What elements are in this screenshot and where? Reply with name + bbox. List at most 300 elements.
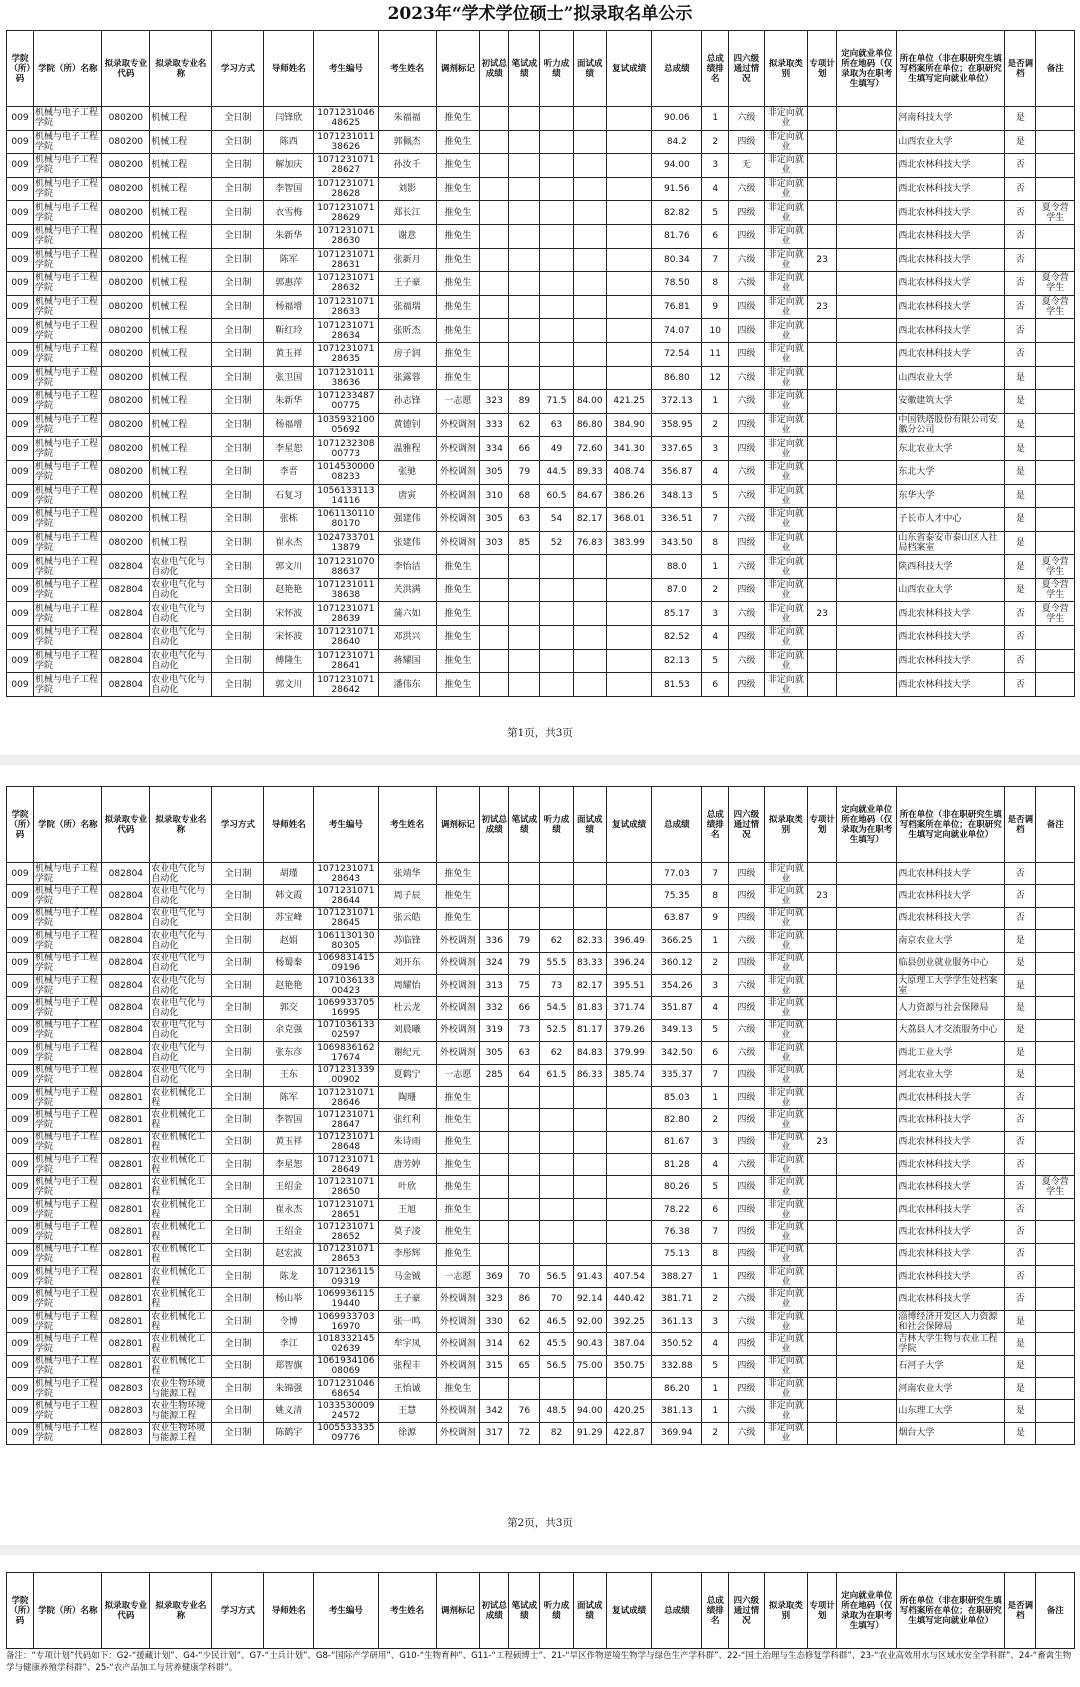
cell-unit: 安徽建筑大学 — [897, 390, 1005, 414]
cell-study-mode: 全日制 — [212, 177, 264, 201]
header-major-code: 拟录取专业代码 — [102, 787, 150, 863]
cell-adjust-flag: 推免生 — [436, 295, 480, 319]
cell-total-score: 86.80 — [652, 366, 702, 390]
cell-candidate-id: 107123107128635 — [314, 342, 378, 366]
cell-remarks — [1036, 1086, 1075, 1108]
cell-total-score: 381.13 — [652, 1400, 702, 1422]
cell-unit: 西北农林科技大学 — [897, 154, 1005, 178]
header-college-code: 学院（所）码 — [7, 1573, 34, 1649]
cell-college-name: 机械与电子工程学院 — [33, 248, 102, 272]
cell-interview-score — [573, 154, 606, 178]
cell-total-score: 77.03 — [652, 863, 702, 885]
table-row — [7, 1019, 1075, 1041]
cell-interview-score — [573, 1176, 606, 1198]
table-row — [7, 885, 1075, 907]
cell-college-name: 机械与电子工程学院 — [33, 508, 102, 532]
cell-file-transfer: 否 — [1005, 272, 1036, 296]
cell-candidate-name: 朱诗雨 — [378, 1131, 436, 1153]
cell-employer-region-code — [837, 997, 897, 1019]
cell-candidate-id: 107123107128652 — [314, 1221, 378, 1243]
cell-total-score: 78.22 — [652, 1198, 702, 1220]
cell-college-code: 009 — [7, 460, 34, 484]
cell-admission-type: 非定向就业 — [764, 1109, 808, 1131]
cell-major-name: 机械工程 — [150, 484, 212, 508]
header-cet-status: 四六级通过情况 — [729, 1573, 764, 1649]
header-unit: 所在单位（非在职研究生填写档案所在单位；在职研究生填写定向就业单位） — [897, 1573, 1005, 1649]
cell-unit: 子长市人才中心 — [897, 508, 1005, 532]
cell-candidate-id: 106993611519440 — [314, 1288, 378, 1310]
cell-unit: 南京农业大学 — [897, 930, 1005, 952]
cell-remarks — [1036, 1131, 1075, 1153]
cell-major-name: 农业机械化工程 — [150, 1176, 212, 1198]
cell-unit: 河南农业大学 — [897, 1377, 1005, 1399]
table-row — [7, 1266, 1075, 1288]
cell-candidate-name: 张露蓉 — [378, 366, 436, 390]
cell-employer-region-code — [837, 1355, 897, 1377]
cell-total-score: 388.27 — [652, 1266, 702, 1288]
cell-file-transfer: 是 — [1005, 1310, 1036, 1332]
cell-employer-region-code — [837, 484, 897, 508]
cell-cet-status: 四级 — [729, 1377, 764, 1399]
cell-adjust-flag: 推免生 — [436, 907, 480, 929]
cell-remarks — [1036, 1243, 1075, 1265]
cell-special-plan — [808, 1086, 837, 1108]
cell-college-name: 机械与电子工程学院 — [33, 1154, 102, 1176]
cell-adjust-flag: 推免生 — [436, 177, 480, 201]
cell-remarks — [1036, 1198, 1075, 1220]
cell-unit: 西北农林科技大学 — [897, 201, 1005, 225]
cell-college-code: 009 — [7, 390, 34, 414]
cell-prelim-total — [480, 319, 509, 343]
cell-employer-region-code — [837, 885, 897, 907]
table-row — [7, 952, 1075, 974]
cell-candidate-name: 潘伟东 — [378, 673, 436, 697]
cell-retest-score — [606, 578, 652, 602]
cell-college-code: 009 — [7, 1064, 34, 1086]
cell-major-code: 082804 — [102, 626, 150, 650]
cell-major-code: 082804 — [102, 1042, 150, 1064]
cell-remarks — [1036, 1064, 1075, 1086]
cell-unit: 西北农林科技大学 — [897, 907, 1005, 929]
header-adjust-flag: 调剂标记 — [436, 31, 480, 107]
cell-written-score — [509, 130, 540, 154]
cell-total-score: 75.35 — [652, 885, 702, 907]
cell-adjust-flag: 外校调剂 — [436, 1333, 480, 1355]
cell-written-score — [509, 1198, 540, 1220]
cell-total-score: 85.03 — [652, 1086, 702, 1108]
cell-major-name: 机械工程 — [150, 154, 212, 178]
header-college-name: 学院（所）名称 — [33, 31, 102, 107]
cell-written-score — [509, 1221, 540, 1243]
cell-interview-score — [573, 1221, 606, 1243]
cell-retest-score: 371.74 — [606, 997, 652, 1019]
cell-listening-score — [540, 555, 573, 579]
cell-remarks — [1036, 863, 1075, 885]
cell-candidate-id: 107123107128639 — [314, 602, 378, 626]
cell-rank: 3 — [702, 154, 729, 178]
cell-listening-score — [540, 224, 573, 248]
cell-major-name: 农业电气化与自动化 — [150, 930, 212, 952]
header-advisor: 导师姓名 — [264, 1573, 314, 1649]
cell-major-name: 机械工程 — [150, 107, 212, 131]
cell-college-name: 机械与电子工程学院 — [33, 974, 102, 996]
cell-cet-status: 四级 — [729, 224, 764, 248]
cell-major-name: 农业电气化与自动化 — [150, 952, 212, 974]
cell-candidate-name: 孙汝千 — [378, 154, 436, 178]
cell-rank: 4 — [702, 1333, 729, 1355]
header-total-score: 总成绩 — [652, 787, 702, 863]
cell-remarks — [1036, 1422, 1075, 1444]
cell-major-name: 农业电气化与自动化 — [150, 673, 212, 697]
cell-retest-score — [606, 1176, 652, 1198]
cell-major-name: 农业生物环境与能源工程 — [150, 1400, 212, 1422]
cell-cet-status: 六级 — [729, 1154, 764, 1176]
cell-cet-status: 六级 — [729, 272, 764, 296]
cell-employer-region-code — [837, 1400, 897, 1422]
cell-prelim-total: 303 — [480, 531, 509, 555]
header-written-score: 笔试成绩 — [509, 1573, 540, 1649]
cell-advisor: 李智国 — [264, 1109, 314, 1131]
cell-candidate-name: 谢纪元 — [378, 1042, 436, 1064]
cell-interview-score: 91.43 — [573, 1266, 606, 1288]
cell-cet-status: 四级 — [729, 1333, 764, 1355]
cell-admission-type: 非定向就业 — [764, 413, 808, 437]
cell-advisor: 郭交 — [264, 997, 314, 1019]
cell-admission-type: 非定向就业 — [764, 974, 808, 996]
header-listening-score: 听力成绩 — [540, 787, 573, 863]
cell-special-plan — [808, 1243, 837, 1265]
cell-college-name: 机械与电子工程学院 — [33, 366, 102, 390]
cell-college-code: 009 — [7, 1042, 34, 1064]
cell-college-name: 机械与电子工程学院 — [33, 437, 102, 461]
cell-major-name: 农业电气化与自动化 — [150, 555, 212, 579]
cell-rank: 2 — [702, 1288, 729, 1310]
cell-admission-type: 非定向就业 — [764, 107, 808, 131]
cell-listening-score — [540, 602, 573, 626]
cell-special-plan — [808, 508, 837, 532]
cell-college-code: 009 — [7, 952, 34, 974]
cell-listening-score: 48.5 — [540, 1400, 573, 1422]
cell-candidate-name: 徐源 — [378, 1422, 436, 1444]
cell-college-code: 009 — [7, 295, 34, 319]
cell-prelim-total — [480, 907, 509, 929]
cell-college-code: 009 — [7, 1086, 34, 1108]
table-row — [7, 1288, 1075, 1310]
table-row — [7, 177, 1075, 201]
cell-adjust-flag: 推免生 — [436, 1131, 480, 1153]
cell-total-score: 85.17 — [652, 602, 702, 626]
cell-prelim-total — [480, 649, 509, 673]
cell-prelim-total — [480, 295, 509, 319]
cell-admission-type: 非定向就业 — [764, 1377, 808, 1399]
cell-prelim-total — [480, 1131, 509, 1153]
cell-major-name: 农业机械化工程 — [150, 1131, 212, 1153]
cell-prelim-total: 324 — [480, 952, 509, 974]
cell-major-code: 080200 — [102, 413, 150, 437]
cell-listening-score — [540, 1086, 573, 1108]
cell-advisor: 张栋 — [264, 508, 314, 532]
cell-file-transfer: 否 — [1005, 1109, 1036, 1131]
cell-remarks — [1036, 366, 1075, 390]
admission-table-2 — [6, 786, 1075, 1445]
cell-written-score — [509, 295, 540, 319]
cell-interview-score — [573, 201, 606, 225]
cell-retest-score — [606, 1221, 652, 1243]
cell-advisor: 杨福增 — [264, 295, 314, 319]
cell-rank: 4 — [702, 1154, 729, 1176]
cell-interview-score — [573, 295, 606, 319]
cell-rank: 2 — [702, 413, 729, 437]
cell-cet-status: 六级 — [729, 460, 764, 484]
cell-major-name: 农业机械化工程 — [150, 1109, 212, 1131]
cell-rank: 9 — [702, 907, 729, 929]
table-row — [7, 390, 1075, 414]
cell-college-code: 009 — [7, 1131, 34, 1153]
cell-file-transfer: 否 — [1005, 248, 1036, 272]
header-study-mode: 学习方式 — [212, 1573, 264, 1649]
cell-adjust-flag: 外校调剂 — [436, 1355, 480, 1377]
cell-college-name: 机械与电子工程学院 — [33, 1400, 102, 1422]
header-file-transfer: 是否调档 — [1005, 787, 1036, 863]
cell-prelim-total: 315 — [480, 1355, 509, 1377]
cell-retest-score — [606, 130, 652, 154]
cell-retest-score — [606, 885, 652, 907]
cell-employer-region-code — [837, 930, 897, 952]
cell-advisor: 王绍金 — [264, 1221, 314, 1243]
cell-admission-type: 非定向就业 — [764, 1221, 808, 1243]
page-title: 2023年“学术学位硕士”拟录取名单公示 — [387, 4, 693, 24]
cell-candidate-name: 张建伟 — [378, 531, 436, 555]
cell-rank: 4 — [702, 460, 729, 484]
cell-retest-score — [606, 319, 652, 343]
cell-cet-status: 六级 — [729, 1310, 764, 1332]
cell-retest-score: 383.99 — [606, 531, 652, 555]
cell-candidate-name: 杜云龙 — [378, 997, 436, 1019]
cell-admission-type: 非定向就业 — [764, 673, 808, 697]
cell-advisor: 李智国 — [264, 177, 314, 201]
cell-prelim-total: 369 — [480, 1266, 509, 1288]
cell-listening-score — [540, 342, 573, 366]
cell-candidate-id: 101453000008233 — [314, 460, 378, 484]
cell-major-name: 机械工程 — [150, 224, 212, 248]
cell-total-score: 335.37 — [652, 1064, 702, 1086]
cell-interview-score: 84.00 — [573, 390, 606, 414]
table-row — [7, 272, 1075, 296]
cell-adjust-flag: 推免生 — [436, 649, 480, 673]
cell-study-mode: 全日制 — [212, 201, 264, 225]
cell-college-name: 机械与电子工程学院 — [33, 154, 102, 178]
cell-listening-score: 44.5 — [540, 460, 573, 484]
header-advisor: 导师姓名 — [264, 31, 314, 107]
cell-major-code: 082804 — [102, 952, 150, 974]
cell-special-plan — [808, 1064, 837, 1086]
cell-major-name: 农业电气化与自动化 — [150, 602, 212, 626]
cell-college-code: 009 — [7, 649, 34, 673]
table-row — [7, 602, 1075, 626]
cell-written-score — [509, 366, 540, 390]
table-row — [7, 997, 1075, 1019]
cell-rank: 1 — [702, 1400, 729, 1422]
cell-listening-score — [540, 201, 573, 225]
cell-special-plan — [808, 1221, 837, 1243]
cell-study-mode: 全日制 — [212, 484, 264, 508]
cell-unit: 人力资源与社会保障局 — [897, 997, 1005, 1019]
cell-adjust-flag: 一志愿 — [436, 390, 480, 414]
cell-remarks — [1036, 626, 1075, 650]
cell-rank: 1 — [702, 107, 729, 131]
cell-remarks — [1036, 390, 1075, 414]
cell-college-code: 009 — [7, 177, 34, 201]
cell-prelim-total — [480, 366, 509, 390]
cell-interview-score — [573, 107, 606, 131]
table-row — [7, 295, 1075, 319]
cell-employer-region-code — [837, 907, 897, 929]
header-study-mode: 学习方式 — [212, 787, 264, 863]
cell-interview-score — [573, 1109, 606, 1131]
cell-college-code: 009 — [7, 413, 34, 437]
cell-admission-type: 非定向就业 — [764, 602, 808, 626]
table-row — [7, 319, 1075, 343]
cell-employer-region-code — [837, 319, 897, 343]
cell-written-score — [509, 154, 540, 178]
cell-written-score: 64 — [509, 1064, 540, 1086]
cell-cet-status: 六级 — [729, 649, 764, 673]
cell-advisor: 杨福增 — [264, 413, 314, 437]
cell-candidate-name: 李彤辉 — [378, 1243, 436, 1265]
cell-candidate-name: 苏临锋 — [378, 930, 436, 952]
header-rank: 总成绩排名 — [702, 1573, 729, 1649]
cell-major-name: 机械工程 — [150, 390, 212, 414]
cell-listening-score: 52.5 — [540, 1019, 573, 1041]
cell-interview-score: 72.60 — [573, 437, 606, 461]
cell-study-mode: 全日制 — [212, 1288, 264, 1310]
cell-cet-status: 六级 — [729, 555, 764, 579]
cell-written-score: 62 — [509, 1333, 540, 1355]
cell-candidate-id: 107123107128627 — [314, 154, 378, 178]
cell-employer-region-code — [837, 1064, 897, 1086]
cell-total-score: 80.34 — [652, 248, 702, 272]
cell-prelim-total: 319 — [480, 1019, 509, 1041]
cell-unit: 淄博经济开发区人力资源和社会保障局 — [897, 1310, 1005, 1332]
cell-rank: 5 — [702, 201, 729, 225]
cell-college-name: 机械与电子工程学院 — [33, 1064, 102, 1086]
cell-rank: 6 — [702, 673, 729, 697]
cell-advisor: 胡瑾 — [264, 863, 314, 885]
cell-adjust-flag: 外校调剂 — [436, 1042, 480, 1064]
cell-unit: 西北农林科技大学 — [897, 626, 1005, 650]
cell-college-name: 机械与电子工程学院 — [33, 907, 102, 929]
cell-retest-score — [606, 673, 652, 697]
cell-candidate-name: 张云皓 — [378, 907, 436, 929]
cell-rank: 3 — [702, 1131, 729, 1153]
cell-candidate-id: 107123107128645 — [314, 907, 378, 929]
table-row — [7, 1154, 1075, 1176]
cell-unit: 西北农林科技大学 — [897, 342, 1005, 366]
cell-interview-score: 82.33 — [573, 930, 606, 952]
cell-employer-region-code — [837, 107, 897, 131]
cell-unit: 山西农业大学 — [897, 130, 1005, 154]
cell-employer-region-code — [837, 1288, 897, 1310]
header-remarks: 备注 — [1036, 787, 1075, 863]
cell-major-name: 农业电气化与自动化 — [150, 1019, 212, 1041]
cell-special-plan: 23 — [808, 248, 837, 272]
table-row — [7, 1176, 1075, 1198]
cell-total-score: 81.67 — [652, 1131, 702, 1153]
cell-written-score — [509, 907, 540, 929]
cell-special-plan — [808, 952, 837, 974]
header-employer-region-code: 定向就业单位所在地码（仅录取为在职考生填写） — [837, 1573, 897, 1649]
cell-written-score: 62 — [509, 1310, 540, 1332]
cell-major-code: 080200 — [102, 224, 150, 248]
cell-college-code: 009 — [7, 974, 34, 996]
cell-advisor: 郭惠萍 — [264, 272, 314, 296]
cell-adjust-flag: 外校调剂 — [436, 413, 480, 437]
cell-college-name: 机械与电子工程学院 — [33, 1131, 102, 1153]
cell-retest-score: 341.30 — [606, 437, 652, 461]
cell-interview-score: 84.67 — [573, 484, 606, 508]
cell-interview-score: 91.29 — [573, 1422, 606, 1444]
cell-file-transfer: 是 — [1005, 1422, 1036, 1444]
header-employer-region-code: 定向就业单位所在地码（仅录取为在职考生填写） — [837, 31, 897, 107]
cell-file-transfer: 是 — [1005, 1019, 1036, 1041]
cell-listening-score — [540, 1154, 573, 1176]
cell-remarks — [1036, 952, 1075, 974]
cell-rank: 12 — [702, 366, 729, 390]
cell-adjust-flag: 推免生 — [436, 366, 480, 390]
cell-college-code: 009 — [7, 1288, 34, 1310]
cell-study-mode: 全日制 — [212, 1422, 264, 1444]
cell-remarks — [1036, 907, 1075, 929]
cell-listening-score — [540, 649, 573, 673]
cell-college-code: 009 — [7, 319, 34, 343]
table-row — [7, 907, 1075, 929]
cell-study-mode: 全日制 — [212, 295, 264, 319]
cell-written-score — [509, 1377, 540, 1399]
cell-major-code: 082801 — [102, 1086, 150, 1108]
cell-interview-score — [573, 602, 606, 626]
header-major-code: 拟录取专业代码 — [102, 1573, 150, 1649]
cell-unit: 临县创业就业服务中心 — [897, 952, 1005, 974]
cell-total-score: 76.38 — [652, 1221, 702, 1243]
cell-total-score: 82.82 — [652, 201, 702, 225]
cell-study-mode: 全日制 — [212, 1400, 264, 1422]
cell-study-mode: 全日制 — [212, 626, 264, 650]
cell-unit: 西北农林科技大学 — [897, 177, 1005, 201]
cell-rank: 7 — [702, 863, 729, 885]
cell-advisor: 黄玉祥 — [264, 1131, 314, 1153]
cell-adjust-flag: 外校调剂 — [436, 484, 480, 508]
cell-unit: 吉林大学生物与农业工程学院 — [897, 1333, 1005, 1355]
cell-special-plan — [808, 997, 837, 1019]
cell-retest-score — [606, 248, 652, 272]
cell-unit: 西北农林科技大学 — [897, 1221, 1005, 1243]
cell-total-score: 332.88 — [652, 1355, 702, 1377]
cell-college-name: 机械与电子工程学院 — [33, 1243, 102, 1265]
cell-candidate-name: 王旭 — [378, 1198, 436, 1220]
cell-major-name: 机械工程 — [150, 460, 212, 484]
cell-study-mode: 全日制 — [212, 1131, 264, 1153]
cell-major-name: 机械工程 — [150, 319, 212, 343]
cell-remarks — [1036, 974, 1075, 996]
cell-file-transfer: 是 — [1005, 1042, 1036, 1064]
table-row — [7, 342, 1075, 366]
cell-file-transfer: 是 — [1005, 1377, 1036, 1399]
cell-total-score: 337.65 — [652, 437, 702, 461]
cell-advisor: 陈军 — [264, 1086, 314, 1108]
cell-employer-region-code — [837, 578, 897, 602]
cell-major-name: 农业机械化工程 — [150, 1086, 212, 1108]
cell-admission-type: 非定向就业 — [764, 1064, 808, 1086]
